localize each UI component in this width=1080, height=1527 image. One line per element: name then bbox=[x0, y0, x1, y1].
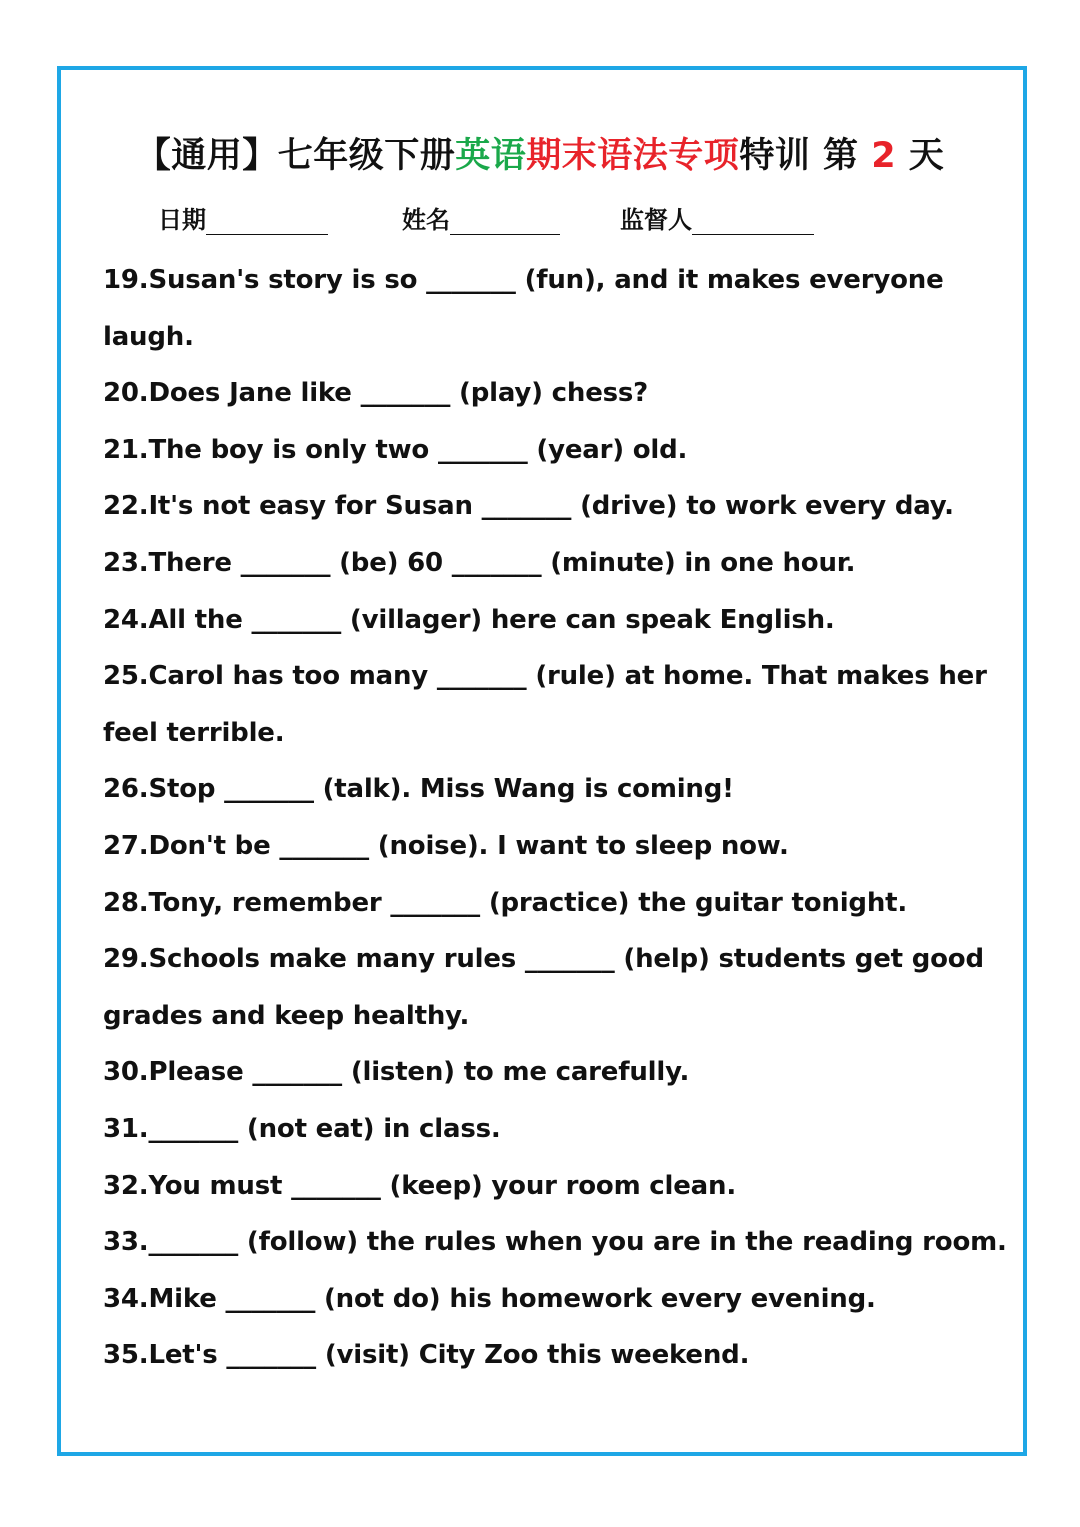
title-day-number: 2 bbox=[871, 136, 897, 176]
title-training: 特训 第 bbox=[739, 136, 872, 176]
supervisor-blank[interactable] bbox=[692, 206, 814, 235]
question-line: 28.Tony, remember _______ (practice) the guitar tonight. bbox=[103, 887, 908, 918]
question-line: 32.You must _______ (keep) your room clean. bbox=[103, 1170, 736, 1201]
name-field[interactable] bbox=[402, 200, 560, 235]
question-line: 25.Carol has too many _______ (rule) at home. That makes her bbox=[103, 661, 987, 692]
question-line: 30.Please _______ (listen) to me carefully. bbox=[103, 1057, 690, 1088]
question-line: 31._______ (not eat) in class. bbox=[103, 1113, 501, 1144]
question-line: 20.Does Jane like _______ (play) chess? bbox=[103, 378, 649, 409]
question-line: 21.The boy is only two _______ (year) old. bbox=[103, 434, 688, 465]
supervisor-label: 监督人 bbox=[620, 206, 692, 234]
title-prefix: 【通用】七年级下册 bbox=[135, 136, 456, 176]
question-line: 19.Susan's story is so _______ (fun), and it makes everyone bbox=[103, 265, 944, 295]
question-line: 34.Mike _______ (not do) his homework every evening. bbox=[103, 1283, 876, 1314]
date-field[interactable] bbox=[158, 200, 328, 235]
question-line: 24.All the _______ (villager) here can speak English. bbox=[103, 604, 835, 635]
page-title bbox=[0, 128, 1080, 178]
question-line: 29.Schools make many rules _______ (help) students get good bbox=[103, 944, 984, 975]
title-subject: 英语 bbox=[455, 136, 527, 176]
title-day-suffix: 天 bbox=[896, 136, 945, 176]
question-line: 26.Stop _______ (talk). Miss Wang is coming! bbox=[103, 774, 734, 805]
date-blank[interactable] bbox=[206, 206, 328, 235]
question-line: laugh. bbox=[103, 321, 194, 352]
date-label: 日期 bbox=[158, 206, 206, 234]
question-line: feel terrible. bbox=[103, 717, 285, 748]
question-line: 33._______ (follow) the rules when you are in the reading room. bbox=[103, 1227, 1007, 1258]
title-topic: 期末语法专项 bbox=[526, 136, 740, 176]
question-line: 35.Let's _______ (visit) City Zoo this weekend. bbox=[103, 1340, 750, 1371]
question-line: 23.There _______ (be) 60 _______ (minute) in one hour. bbox=[103, 547, 856, 578]
supervisor-field[interactable] bbox=[620, 200, 814, 235]
question-line: grades and keep healthy. bbox=[103, 1000, 470, 1031]
name-label: 姓名 bbox=[402, 206, 450, 234]
question-line: 22.It's not easy for Susan _______ (drive) to work every day. bbox=[103, 491, 954, 522]
name-blank[interactable] bbox=[450, 206, 560, 235]
question-line: 27.Don't be _______ (noise). I want to sleep now. bbox=[103, 830, 789, 861]
question-list bbox=[103, 252, 1007, 1384]
